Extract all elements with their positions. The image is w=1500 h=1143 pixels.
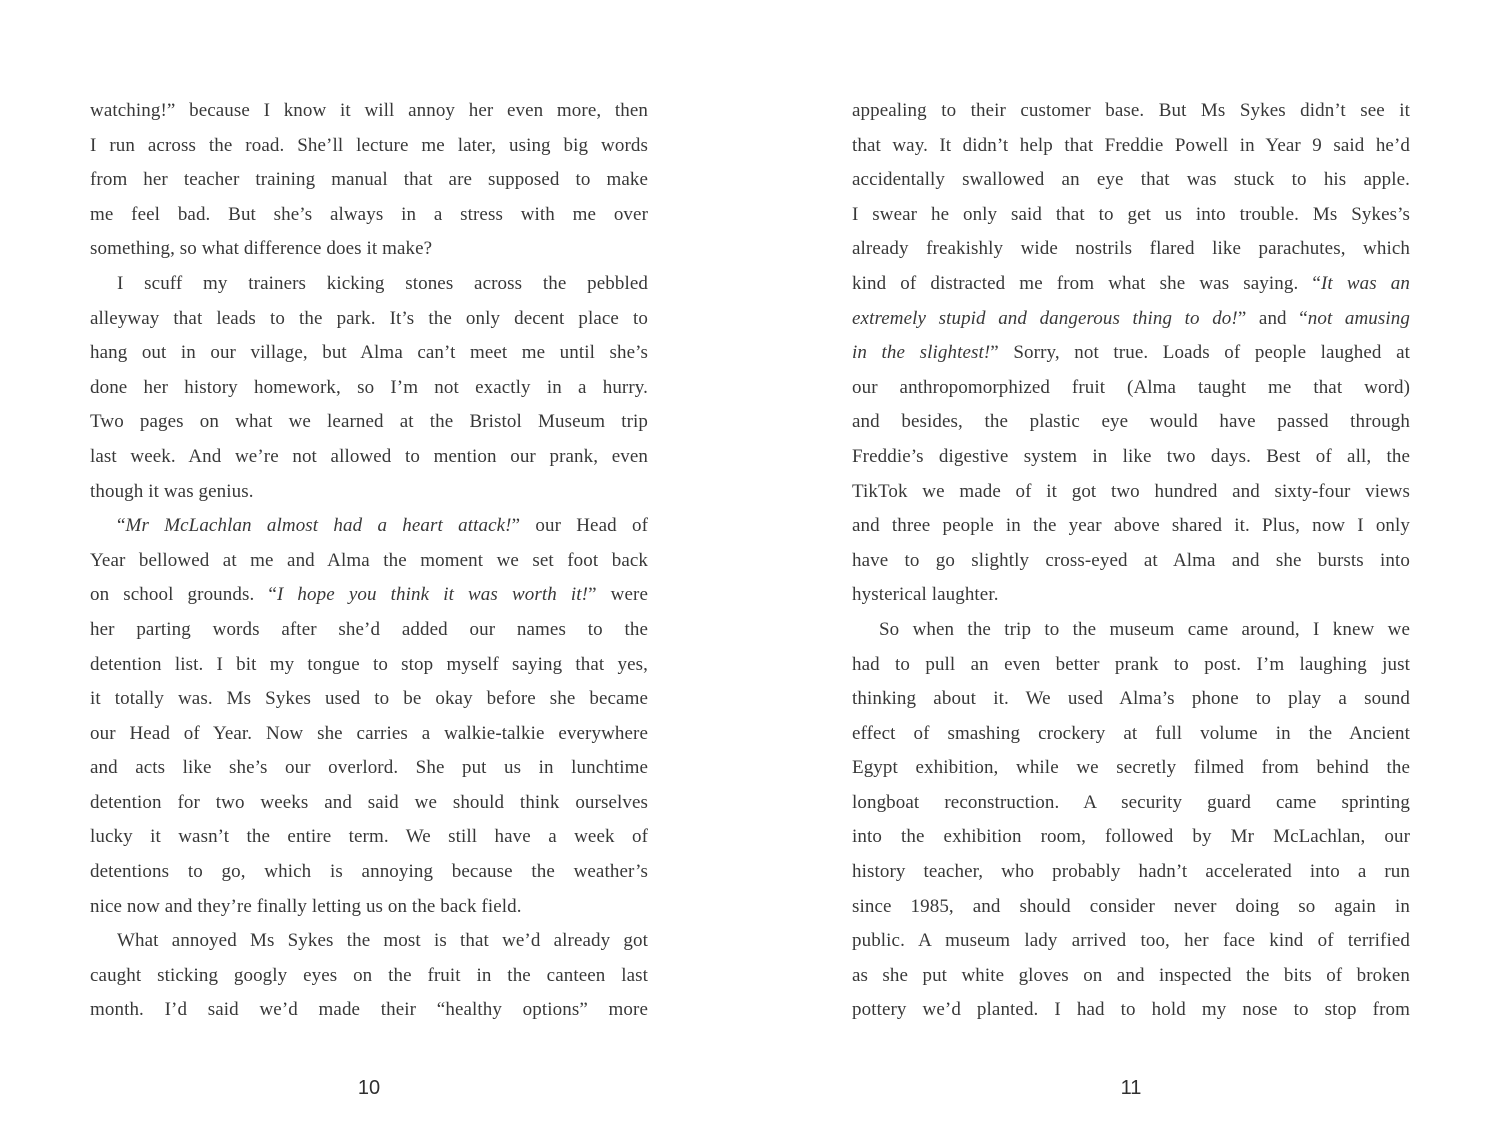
text-line: nice now and they’re finally letting us on the back field.: [90, 895, 522, 917]
text-line: in the slightest!” Sorry, not true. Loads of people laughed at: [852, 342, 1410, 364]
text-line: hang out in our village, but Alma can’t meet me until she’s: [90, 342, 648, 364]
text-line: history teacher, who probably hadn’t accelerated into a run: [852, 861, 1410, 883]
text-line: though it was genius.: [90, 480, 254, 502]
text-line: detentions to go, which is annoying because the weather’s: [90, 861, 648, 883]
text-line: detention for two weeks and said we should think ourselves: [90, 791, 648, 813]
text-line: her parting words after she’d added our names to the: [90, 618, 648, 640]
text-line: longboat reconstruction. A security guard came sprinting: [852, 791, 1410, 813]
text-line: I run across the road. She’ll lecture me later, using big words: [90, 134, 648, 156]
text-line: I swear he only said that to get us into trouble. Ms Sykes’s: [852, 203, 1410, 225]
text-line: that way. It didn’t help that Freddie Powell in Year 9 said he’d: [852, 134, 1410, 156]
text-line: since 1985, and should consider never doing so again in: [852, 895, 1410, 917]
text-line: it totally was. Ms Sykes used to be okay before she became: [90, 688, 648, 710]
text-line: done her history homework, so I’m not exactly in a hurry.: [90, 376, 648, 398]
page-number-left: 10: [357, 1077, 381, 1099]
text-line: public. A museum lady arrived too, her face kind of terrified: [852, 930, 1410, 952]
text-line: already freakishly wide nostrils flared like parachutes, which: [852, 238, 1410, 260]
text-line: Year bellowed at me and Alma the moment we set foot back: [90, 549, 648, 571]
text-line: had to pull an even better prank to post. I’m laughing just: [852, 653, 1410, 675]
text-line: effect of smashing crockery at full volume in the Ancient: [852, 722, 1410, 744]
text-line: lucky it wasn’t the entire term. We still have a week of: [90, 826, 648, 848]
text-line: and besides, the plastic eye would have passed through: [852, 411, 1410, 433]
italic-quote-text: in the slightest!: [852, 342, 991, 364]
italic-quote-text: Mr McLachlan almost had a heart attack!: [125, 515, 512, 537]
text-line: last week. And we’re not allowed to mention our prank, even: [90, 445, 648, 467]
text-line: something, so what difference does it make?: [90, 238, 433, 260]
text-line: watching!” because I know it will annoy her even more, then: [90, 100, 648, 121]
text-line: our Head of Year. Now she carries a walkie-talkie everywhere: [90, 722, 648, 744]
text-line: our anthropomorphized fruit (Alma taught me that word): [852, 376, 1410, 398]
text-line: have to go slightly cross-eyed at Alma and she bursts into: [852, 549, 1410, 571]
text-line: into the exhibition room, followed by Mr McLachlan, our: [852, 826, 1410, 848]
text-line: me feel bad. But she’s always in a stress with me over: [90, 203, 648, 225]
text-line: caught sticking googly eyes on the fruit in the canteen last: [90, 964, 648, 986]
text-line: Freddie’s digestive system in like two days. Best of all, the: [852, 445, 1410, 467]
text-line: alleyway that leads to the park. It’s the only decent place to: [90, 307, 648, 329]
page-left-text-column: [90, 94, 648, 1028]
text-line: Two pages on what we learned at the Bristol Museum trip: [90, 411, 648, 433]
text-line: What annoyed Ms Sykes the most is that we’d already got: [117, 930, 648, 952]
text-line: appealing to their customer base. But Ms Sykes didn’t see it: [852, 100, 1410, 121]
text-line: thinking about it. We used Alma’s phone to play a sound: [852, 688, 1410, 710]
text-line: month. I’d said we’d made their “healthy options” more: [90, 999, 648, 1021]
text-line: “Mr McLachlan almost had a heart attack!” our Head of: [117, 515, 648, 537]
text-line: pottery we’d planted. I had to hold my nose to stop from: [852, 999, 1410, 1021]
text-line: hysterical laughter.: [852, 584, 999, 606]
text-line: as she put white gloves on and inspected the bits of broken: [852, 964, 1410, 986]
italic-quote-text: not amusing: [1307, 307, 1410, 329]
text-line: and three people in the year above shared it. Plus, now I only: [852, 515, 1410, 537]
text-line: extremely stupid and dangerous thing to do!” and “not amusing: [852, 307, 1410, 329]
text-line: Egypt exhibition, while we secretly filmed from behind the: [852, 757, 1410, 779]
page-right-text-column: [852, 94, 1410, 1028]
italic-quote-text: I hope you think it was worth it!: [276, 584, 589, 606]
text-line: accidentally swallowed an eye that was stuck to his apple.: [852, 169, 1410, 191]
text-line: kind of distracted me from what she was saying. “It was an: [852, 272, 1410, 294]
text-line: from her teacher training manual that are supposed to make: [90, 169, 648, 191]
text-line: detention list. I bit my tongue to stop myself saying that yes,: [90, 653, 648, 675]
page-number-right: 11: [1120, 1077, 1142, 1099]
text-line: So when the trip to the museum came around, I knew we: [879, 618, 1410, 640]
text-line: TikTok we made of it got two hundred and sixty-four views: [852, 480, 1410, 502]
text-line: I scuff my trainers kicking stones across the pebbled: [117, 272, 648, 294]
italic-quote-text: extremely stupid and dangerous thing to do!: [852, 307, 1238, 329]
text-line: on school grounds. “I hope you think it was worth it!” were: [90, 584, 648, 606]
text-line: and acts like she’s our overlord. She put us in lunchtime: [90, 757, 648, 779]
italic-quote-text: It was an: [1320, 272, 1410, 294]
